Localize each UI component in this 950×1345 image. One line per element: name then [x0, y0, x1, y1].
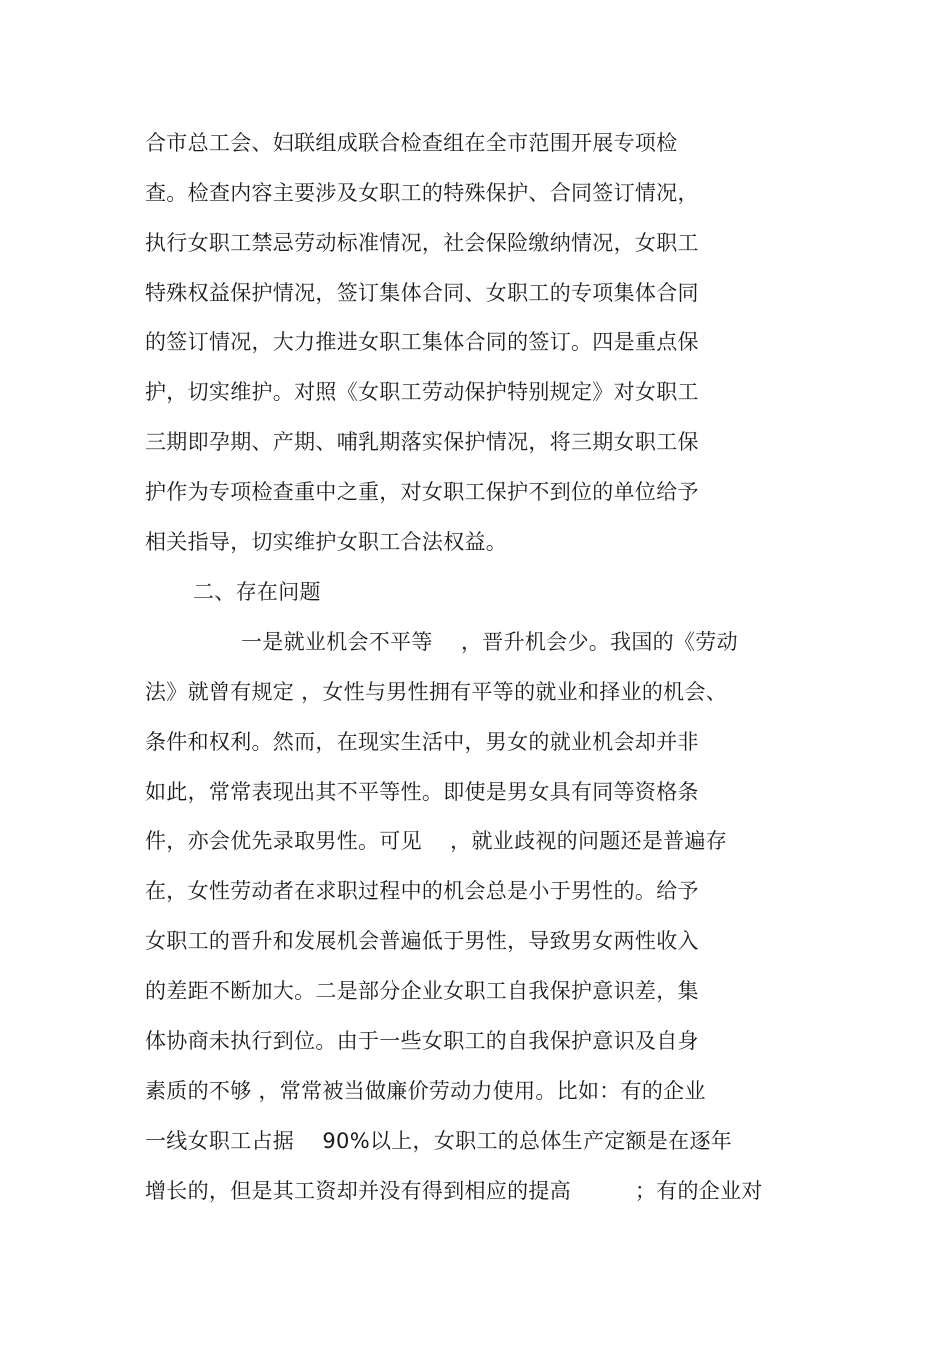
paragraph-line-16: 在，女性劳动者在求职过程中的机会总是小于男性的。给予 [145, 879, 699, 903]
section-heading: 二、存在问题 [193, 580, 321, 604]
paragraph-line-21: 一线女职工占据 90%以上，女职工的总体生产定额是在逐年 [145, 1129, 733, 1153]
paragraph-line-9: 相关指导，切实维护女职工合法权益。 [145, 530, 508, 554]
paragraph-line-5: 的签订情况，大力推进女职工集体合同的签订。四是重点保 [145, 330, 699, 354]
paragraph-line-18: 的差距不断加大。二是部分企业女职工自我保护意识差，集 [145, 979, 699, 1003]
paragraph-line-14: 如此，常常表现出其不平等性。即使是男女具有同等资格条 [145, 780, 699, 804]
paragraph-line-13: 条件和权利。然而，在现实生活中，男女的就业机会却并非 [145, 730, 699, 754]
paragraph-line-1: 合市总工会、妇联组成联合检查组在全市范围开展专项检 [145, 131, 678, 155]
paragraph-line-6: 护，切实维护。对照《女职工劳动保护特别规定》对女职工 [145, 380, 699, 404]
paragraph-line-19: 体协商未执行到位。由于一些女职工的自我保护意识及自身 [145, 1029, 699, 1053]
paragraph-line-8: 护作为专项检查重中之重，对女职工保护不到位的单位给予 [145, 480, 699, 504]
paragraph-line-15: 件，亦会优先录取男性。可见 ，就业歧视的问题还是普遍存 [145, 829, 728, 853]
paragraph-line-11: 一是就业机会不平等 ，晋升机会少。我国的《劳动 [241, 630, 738, 654]
paragraph-line-22: 增长的，但是其工资却并没有得到相应的提高 ；有的企业对 [145, 1179, 763, 1203]
paragraph-line-3: 执行女职工禁忌劳动标准情况，社会保险缴纳情况，女职工 [145, 231, 699, 255]
paragraph-line-2: 查。检查内容主要涉及女职工的特殊保护、合同签订情况， [145, 181, 699, 205]
paragraph-line-12: 法》就曾有规定 ，女性与男性拥有平等的就业和择业的机会、 [145, 680, 728, 704]
paragraph-line-20: 素质的不够 ，常常被当做廉价劳动力使用。比如：有的企业 [145, 1079, 706, 1103]
paragraph-line-4: 特殊权益保护情况，签订集体合同、女职工的专项集体合同 [145, 281, 699, 305]
paragraph-line-17: 女职工的晋升和发展机会普遍低于男性，导致男女两性收入 [145, 929, 699, 953]
paragraph-line-7: 三期即孕期、产期、哺乳期落实保护情况，将三期女职工保 [145, 430, 699, 454]
